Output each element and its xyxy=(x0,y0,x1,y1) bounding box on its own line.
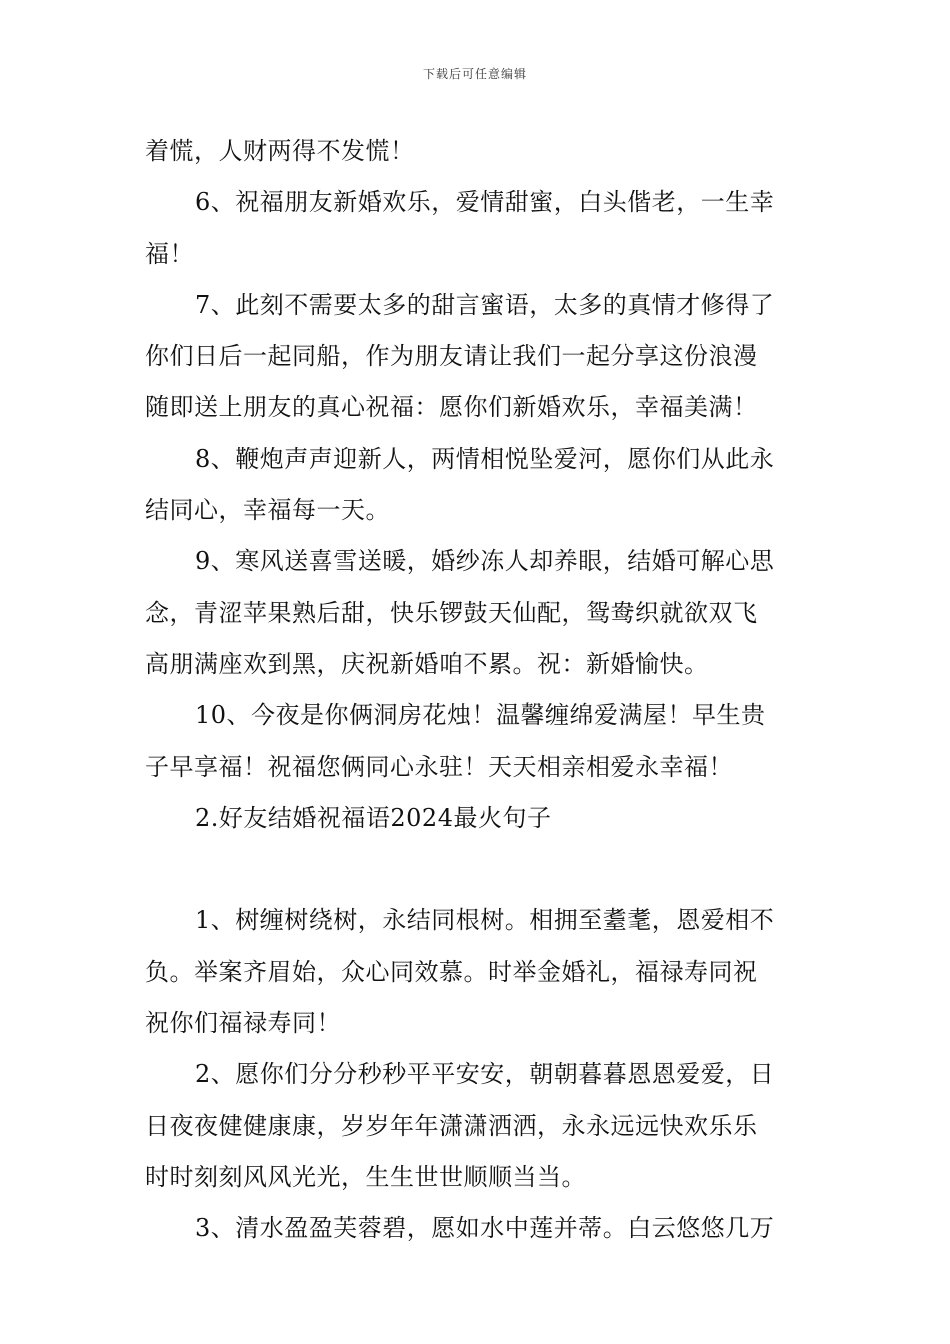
list-item-8: 8、鞭炮声声迎新人，两情相悦坠爱河，愿你们从此永 xyxy=(195,444,775,473)
text-line: 祝你们福禄寿同！ xyxy=(145,1009,341,1038)
page-header-note: 下载后可任意编辑 xyxy=(422,67,527,81)
text-line: 负。举案齐眉始，众心同效慕。时举金婚礼，福禄寿同祝 xyxy=(145,957,758,986)
text-line: 高朋满座欢到黑，庆祝新婚咱不累。祝：新婚愉快。 xyxy=(145,649,709,678)
document-body xyxy=(145,126,810,1255)
list-item-2: 2、愿你们分分秒秒平平安安，朝朝暮暮恩恩爱爱，日 xyxy=(195,1060,775,1089)
list-item-10: 10、今夜是你俩洞房花烛！温馨缠绵爱满屋！早生贵 xyxy=(195,701,766,730)
list-item-3: 3、清水盈盈芙蓉碧，愿如水中莲并蒂。白云悠悠几万 xyxy=(195,1214,775,1243)
section-heading: 2.好友结婚祝福语2024最火句子 xyxy=(195,803,552,832)
text-line: 随即送上朋友的真心祝福：愿你们新婚欢乐，幸福美满！ xyxy=(145,393,758,422)
text-line: 念，青涩苹果熟后甜，快乐锣鼓天仙配，鸳鸯织就欲双飞 xyxy=(145,598,758,627)
text-line: 日夜夜健健康康，岁岁年年潇潇洒洒，永永远远快欢乐乐 xyxy=(145,1111,758,1140)
list-item-9: 9、寒风送喜雪送暖，婚纱冻人却养眼，结婚可解心思 xyxy=(195,547,775,576)
text-line: 福！ xyxy=(145,239,194,268)
list-item-1: 1、树缠树绕树，永结同根树。相拥至耋耄，恩爱相不 xyxy=(195,906,775,935)
text-line: 结同心，幸福每一天。 xyxy=(145,496,390,525)
blank-line xyxy=(145,844,810,895)
text-line: 子早享福！祝福您俩同心永驻！天天相亲相爱永幸福！ xyxy=(145,752,733,781)
list-item-7: 7、此刻不需要太多的甜言蜜语，太多的真情才修得了 xyxy=(195,290,775,319)
list-item-6: 6、祝福朋友新婚欢乐，爱情甜蜜，白头偕老，一生幸 xyxy=(195,188,775,217)
text-line: 你们日后一起同船，作为朋友请让我们一起分享这份浪漫 xyxy=(145,342,758,371)
text-line: 着慌，人财两得不发慌！ xyxy=(145,137,415,165)
text-line: 时时刻刻风风光光，生生世世顺顺当当。 xyxy=(145,1162,586,1191)
